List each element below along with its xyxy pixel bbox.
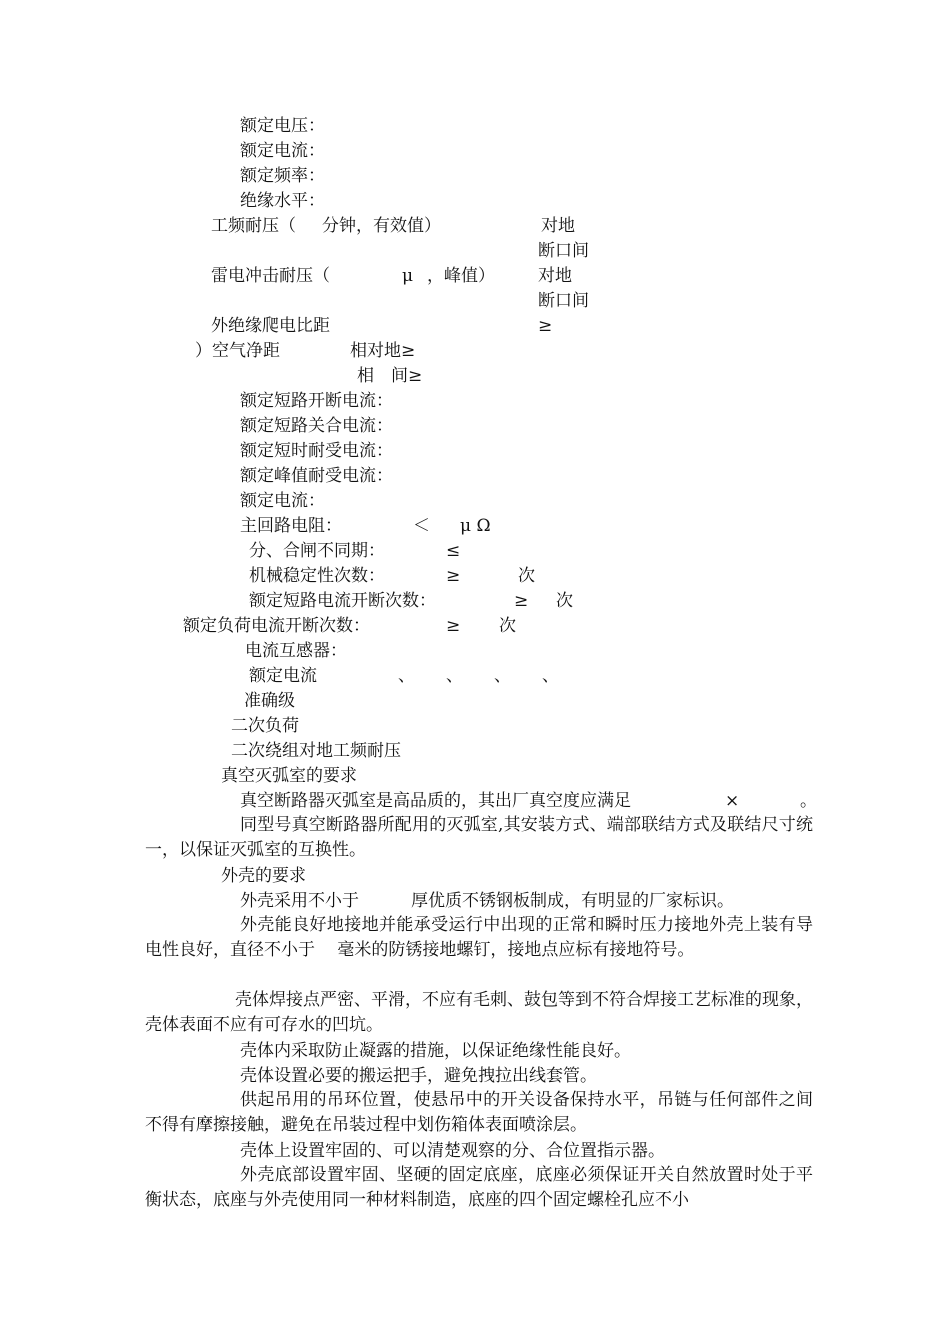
insulation-level-label: 绝缘水平： xyxy=(240,191,325,211)
mechanical-stability-label: 机械稳定性次数： xyxy=(249,566,385,586)
ct-secondary-withstand-label: 二次绕组对地工频耐压 xyxy=(231,741,401,761)
ct-rated-current-label: 额定电流 xyxy=(249,666,317,686)
enclosure-para3: 壳体焊接点严密、平滑，不应有毛刺、鼓包等到不符合焊接工艺标准的现象，壳体表面不应有可存水的凹坑。 xyxy=(145,990,813,1035)
rated-voltage-label: 额定电压： xyxy=(240,116,325,136)
across-gap-label: 断口间 xyxy=(538,241,589,261)
lightning-mu: μ xyxy=(402,266,414,286)
to-ground-label-2: 对地 xyxy=(538,266,572,286)
non-simultaneity-label: 分、合闸不同期： xyxy=(249,541,385,561)
ct-title: 电流互感器： xyxy=(245,641,347,661)
phase-to-ground-label: 相对地≥ xyxy=(350,341,416,361)
short-circuit-breaking-label: 额定短路开断电流： xyxy=(240,391,393,411)
micro-ohm-unit: μ Ω xyxy=(460,516,491,536)
vacuum-para2: 同型号真空断路器所配用的灭弧室,其安装方式、端部联结方式及联结尺寸统一，以保证灭弧室的互换性。 xyxy=(145,815,813,860)
rated-current-label-2: 额定电流： xyxy=(240,491,325,511)
short-circuit-count-label: 额定短路电流开断次数： xyxy=(249,591,436,611)
mechanical-ge: ≥ xyxy=(446,566,461,586)
ct-secondary-burden-label: 二次负荷 xyxy=(231,716,299,736)
enclosure-para8: 外壳底部设置牢固、坚硬的固定底座，底座必须保证开关自然放置时处于平衡状态，底座与外壳使用同一种材料制造，底座的四个固定螺栓孔应不小 xyxy=(145,1165,813,1210)
rated-frequency-label: 额定频率： xyxy=(240,166,325,186)
to-ground-label: 对地 xyxy=(541,216,575,236)
mechanical-unit: 次 xyxy=(518,566,535,586)
enclosure-para6: 供起吊用的吊环位置，使悬吊中的开关设备保持水平，吊链与任何部件之间不得有摩擦接触，避免在吊装过程中划伤箱体表面喷涂层。 xyxy=(145,1090,813,1135)
vacuum-times-symbol: × xyxy=(725,791,740,811)
main-circuit-resistance-label: 主回路电阻： xyxy=(240,516,342,536)
creepage-ge: ≥ xyxy=(538,316,553,336)
ct-separator: 、 xyxy=(494,666,511,686)
power-frequency-withstand-label: 工频耐压（ xyxy=(211,216,296,236)
vacuum-para1: 真空断路器灭弧室是高品质的，其出厂真空度应满足 xyxy=(240,791,631,811)
lightning-impulse-label: 雷电冲击耐压（ xyxy=(211,266,330,286)
phase-to-phase-label: 相 间≥ xyxy=(357,366,423,386)
enclosure-para4: 壳体内采取防止凝露的措施，以保证绝缘性能良好。 xyxy=(240,1041,631,1061)
short-circuit-making-label: 额定短路关合电流： xyxy=(240,416,393,436)
enclosure-para1-a: 外壳采用不小于 xyxy=(240,891,359,911)
enclosure-para7: 壳体上设置牢固的、可以清楚观察的分、合位置指示器。 xyxy=(240,1141,665,1161)
short-circuit-unit: 次 xyxy=(556,591,573,611)
vacuum-para1-end: 。 xyxy=(800,791,817,811)
enclosure-para5: 壳体设置必要的搬运把手，避免拽拉出线套管。 xyxy=(240,1066,597,1086)
peak-withstand-label: 额定峰值耐受电流： xyxy=(240,466,393,486)
enclosure-para2: 外壳能良好地接地并能承受运行中出现的正常和瞬时压力接地外壳上装有导电性良好，直径不小于 毫米的防锈接地螺钉，接地点应标有接地符号。 xyxy=(145,915,813,960)
load-current-count-label: 额定负荷电流开断次数： xyxy=(183,616,370,636)
ct-separator: 、 xyxy=(542,666,559,686)
load-current-ge: ≥ xyxy=(446,616,461,636)
short-circuit-ge: ≥ xyxy=(514,591,529,611)
short-time-withstand-label: 额定短时耐受电流： xyxy=(240,441,393,461)
enclosure-heading: 外壳的要求 xyxy=(221,866,306,886)
ct-separator: 、 xyxy=(398,666,415,686)
ct-accuracy-class-label: 准确级 xyxy=(244,691,295,711)
lightning-detail: ，峰值） xyxy=(427,266,495,286)
load-current-unit: 次 xyxy=(499,616,516,636)
enclosure-para1-b: 厚优质不锈钢板制成，有明显的厂家标识。 xyxy=(411,891,734,911)
air-clearance-label: ）空气净距 xyxy=(195,341,280,361)
resistance-lt: ＜ xyxy=(413,516,430,536)
rated-current-label: 额定电流： xyxy=(240,141,325,161)
ct-separator: 、 xyxy=(446,666,463,686)
vacuum-heading: 真空灭弧室的要求 xyxy=(221,766,357,786)
across-gap-label-2: 断口间 xyxy=(538,291,589,311)
creepage-distance-label: 外绝缘爬电比距 xyxy=(211,316,330,336)
power-frequency-detail: 分钟，有效值） xyxy=(322,216,441,236)
non-simultaneity-le: ≤ xyxy=(446,541,461,561)
